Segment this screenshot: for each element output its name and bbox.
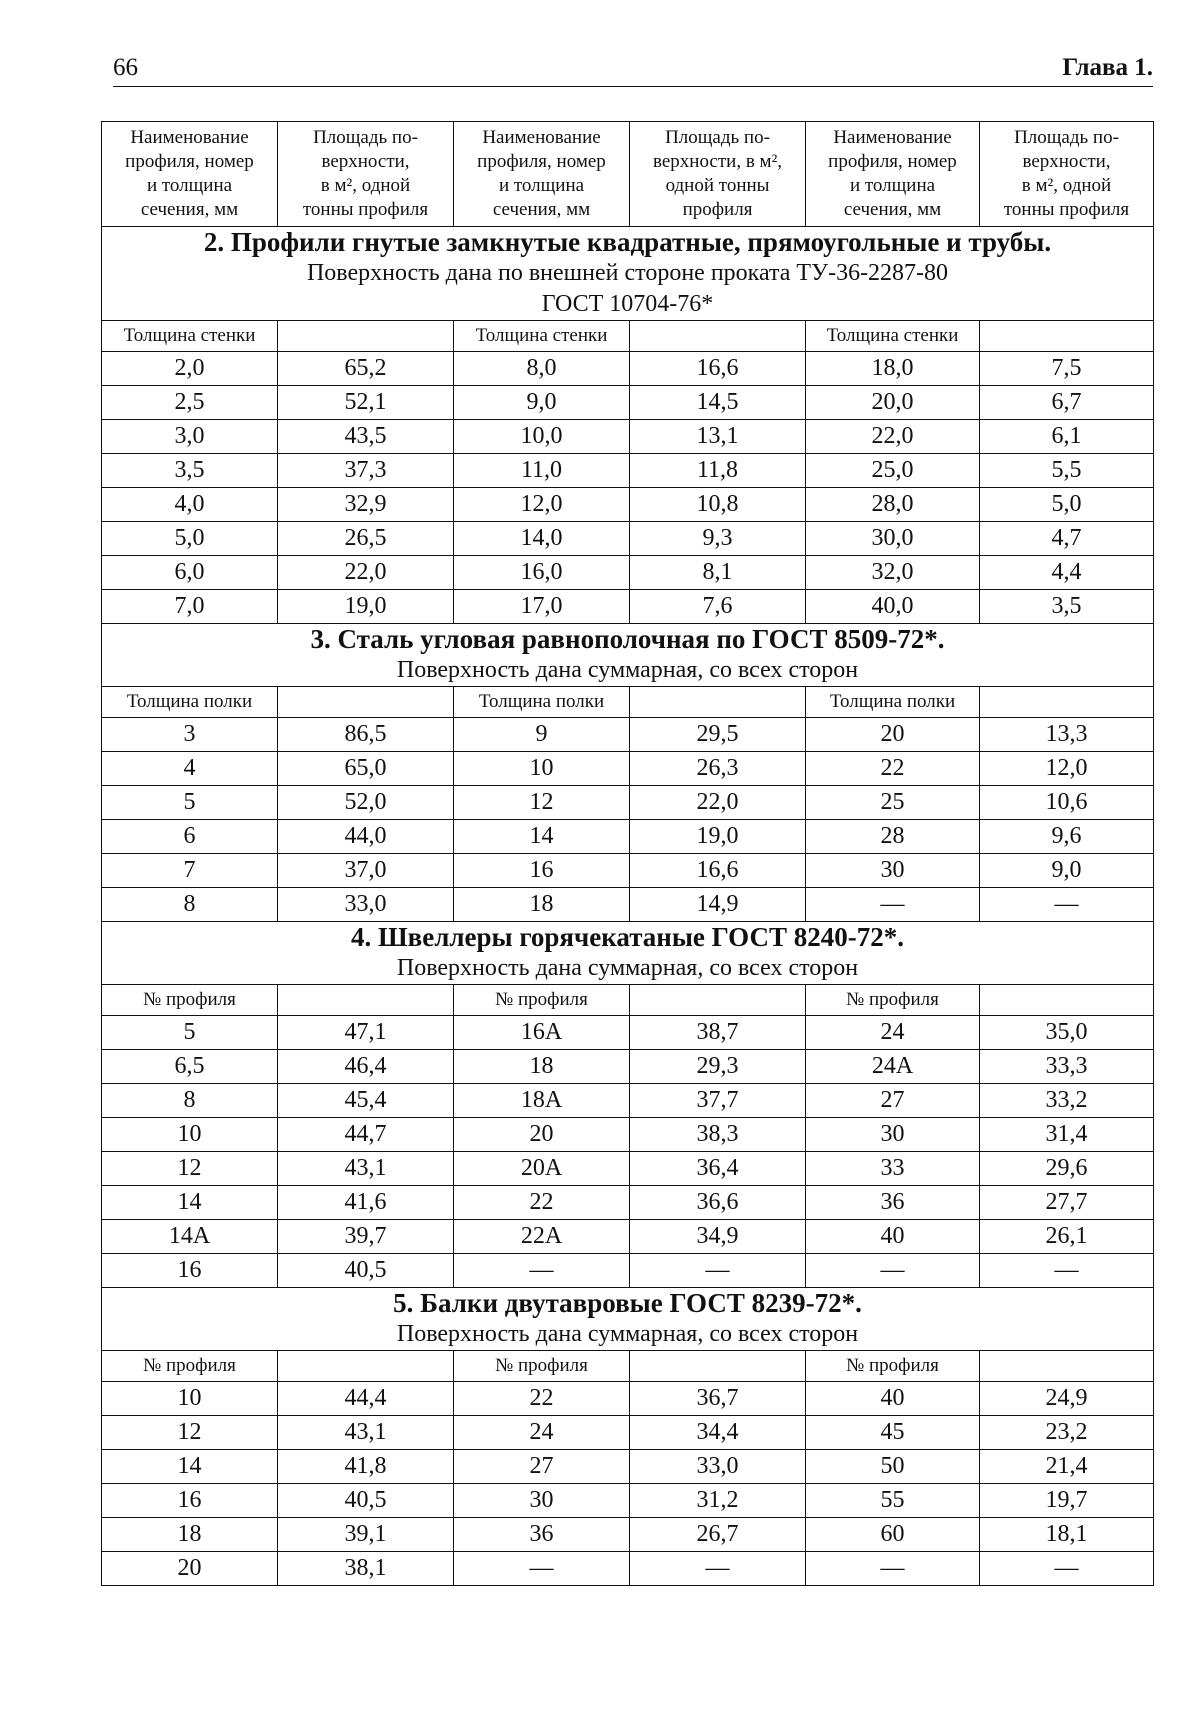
table-cell: — xyxy=(454,1254,630,1288)
table-cell: 16А xyxy=(454,1016,630,1050)
table-cell: 14,0 xyxy=(454,522,630,556)
section-title: 3. Сталь угловая равнополочная по ГОСТ 8509-72*. xyxy=(310,624,945,654)
subheader-label: № профиля xyxy=(102,1351,278,1382)
table-cell: 7,6 xyxy=(630,590,806,624)
table-row xyxy=(102,454,1154,488)
table-cell: 5 xyxy=(102,1016,278,1050)
table-cell: 18 xyxy=(102,1518,278,1552)
table-cell: 34,9 xyxy=(630,1220,806,1254)
subheader-row xyxy=(102,1351,1154,1382)
table-cell: 9,3 xyxy=(630,522,806,556)
table-body xyxy=(102,122,1154,1586)
column-header xyxy=(278,122,454,227)
table-cell: 40 xyxy=(806,1220,980,1254)
table-row xyxy=(102,352,1154,386)
table-cell: — xyxy=(806,888,980,922)
table-cell: 55 xyxy=(806,1484,980,1518)
column-header-line: верхности, xyxy=(1022,151,1111,172)
subheader-label: Толщина полки xyxy=(102,687,278,718)
table-cell: 3,5 xyxy=(980,590,1154,624)
column-header xyxy=(630,122,806,227)
table-cell: — xyxy=(980,1552,1154,1586)
column-header-line: Наименование xyxy=(833,127,952,148)
table-cell: 14 xyxy=(102,1450,278,1484)
table-cell: 7 xyxy=(102,854,278,888)
table-cell: 27 xyxy=(806,1084,980,1118)
table-cell: 39,1 xyxy=(278,1518,454,1552)
table-cell: 16 xyxy=(102,1254,278,1288)
section-heading xyxy=(102,624,1154,687)
table-cell: 20 xyxy=(102,1552,278,1586)
section-note: Поверхность дана суммарная, со всех сторон xyxy=(396,955,859,981)
table-cell: 21,4 xyxy=(980,1450,1154,1484)
table-cell: 6,0 xyxy=(102,556,278,590)
table-cell: 24 xyxy=(806,1016,980,1050)
table-cell: 52,0 xyxy=(278,786,454,820)
table-row xyxy=(102,488,1154,522)
table-cell: 19,7 xyxy=(980,1484,1154,1518)
table-cell: 60 xyxy=(806,1518,980,1552)
table-cell: 18,0 xyxy=(806,352,980,386)
table-row xyxy=(102,1186,1154,1220)
subheader-empty xyxy=(630,687,806,718)
table-cell: 50 xyxy=(806,1450,980,1484)
table-cell: 41,8 xyxy=(278,1450,454,1484)
section-note: Поверхность дана суммарная, со всех сторон xyxy=(396,657,859,683)
table-cell: 30 xyxy=(454,1484,630,1518)
table-cell: — xyxy=(630,1552,806,1586)
column-header-line: Наименование xyxy=(130,127,249,148)
table-row xyxy=(102,1220,1154,1254)
table-cell: 16,6 xyxy=(630,352,806,386)
table-cell: 33,0 xyxy=(630,1450,806,1484)
table-cell: 6 xyxy=(102,820,278,854)
table-cell: 12 xyxy=(102,1152,278,1186)
table-cell: 40,0 xyxy=(806,590,980,624)
subheader-empty xyxy=(630,321,806,352)
section-note: ГОСТ 10704-76* xyxy=(541,291,714,317)
table-row xyxy=(102,752,1154,786)
section-title: 5. Балки двутавровые ГОСТ 8239-72*. xyxy=(393,1288,862,1318)
table-cell: 5,5 xyxy=(980,454,1154,488)
chapter-title: Глава 1. xyxy=(1062,54,1153,81)
section-note: Поверхность дана суммарная, со всех сторон xyxy=(396,1321,859,1347)
table-cell: 38,7 xyxy=(630,1016,806,1050)
table-cell: 47,1 xyxy=(278,1016,454,1050)
subheader-empty xyxy=(980,1351,1154,1382)
table-cell: 43,1 xyxy=(278,1152,454,1186)
table-cell: 7,5 xyxy=(980,352,1154,386)
table-row xyxy=(102,718,1154,752)
table-cell: 9,6 xyxy=(980,820,1154,854)
column-header-line: сечения, мм xyxy=(140,199,239,220)
table-cell: 29,3 xyxy=(630,1050,806,1084)
table-cell: 45 xyxy=(806,1416,980,1450)
table-cell: — xyxy=(980,1254,1154,1288)
section-title-row xyxy=(102,624,1154,687)
table-cell: 37,3 xyxy=(278,454,454,488)
table-cell: 6,7 xyxy=(980,386,1154,420)
column-header xyxy=(806,122,980,227)
table-cell: 24 xyxy=(454,1416,630,1450)
subheader-row xyxy=(102,687,1154,718)
subheader-label: Толщина полки xyxy=(454,687,630,718)
table-row xyxy=(102,1084,1154,1118)
table-cell: 13,3 xyxy=(980,718,1154,752)
table-cell: 12,0 xyxy=(454,488,630,522)
subheader-label: № профиля xyxy=(102,985,278,1016)
subheader-label: Толщина стенки xyxy=(102,321,278,352)
column-header-line: в м², одной xyxy=(1021,175,1112,196)
subheader-empty xyxy=(630,985,806,1016)
table-cell: 22,0 xyxy=(278,556,454,590)
table-cell: 10,0 xyxy=(454,420,630,454)
table-cell: 19,0 xyxy=(278,590,454,624)
table-cell: 9,0 xyxy=(454,386,630,420)
table-cell: 16 xyxy=(102,1484,278,1518)
table-cell: 26,5 xyxy=(278,522,454,556)
table-cell: 20А xyxy=(454,1152,630,1186)
table-cell: 24А xyxy=(806,1050,980,1084)
table-cell: 43,1 xyxy=(278,1416,454,1450)
table-cell: 12 xyxy=(102,1416,278,1450)
table-cell: 14,9 xyxy=(630,888,806,922)
section-heading xyxy=(102,1288,1154,1351)
table-cell: 31,4 xyxy=(980,1118,1154,1152)
table-cell: 22,0 xyxy=(630,786,806,820)
table-cell: 36 xyxy=(806,1186,980,1220)
section-title: 4. Швеллеры горячекатаные ГОСТ 8240-72*. xyxy=(350,922,904,952)
table-cell: 2,0 xyxy=(102,352,278,386)
table-cell: 11,0 xyxy=(454,454,630,488)
subheader-empty xyxy=(630,1351,806,1382)
table-cell: 17,0 xyxy=(454,590,630,624)
section-title-row xyxy=(102,227,1154,321)
table-cell: 14 xyxy=(454,820,630,854)
column-header-line: сечения, мм xyxy=(843,199,942,220)
table-cell: 44,4 xyxy=(278,1382,454,1416)
table-cell: 8 xyxy=(102,888,278,922)
table-cell: 4 xyxy=(102,752,278,786)
table-row xyxy=(102,556,1154,590)
table-cell: 5,0 xyxy=(980,488,1154,522)
table-cell: 26,1 xyxy=(980,1220,1154,1254)
table-cell: 18 xyxy=(454,1050,630,1084)
table-cell: 16 xyxy=(454,854,630,888)
table-cell: 20 xyxy=(454,1118,630,1152)
section-title-row xyxy=(102,1288,1154,1351)
table-cell: 52,1 xyxy=(278,386,454,420)
column-header-row xyxy=(102,122,1154,227)
column-header-line: и толщина xyxy=(498,175,585,196)
table-cell: 44,7 xyxy=(278,1118,454,1152)
table-cell: 29,5 xyxy=(630,718,806,752)
table-row xyxy=(102,1450,1154,1484)
table-cell: 4,7 xyxy=(980,522,1154,556)
subheader-empty xyxy=(980,687,1154,718)
column-header-line: сечения, мм xyxy=(492,199,591,220)
table-cell: 22 xyxy=(806,752,980,786)
table-cell: 18,1 xyxy=(980,1518,1154,1552)
subheader-empty xyxy=(278,1351,454,1382)
table-cell: 23,2 xyxy=(980,1416,1154,1450)
table-cell: 37,7 xyxy=(630,1084,806,1118)
table-cell: 38,3 xyxy=(630,1118,806,1152)
section-note: Поверхность дана по внешней стороне проката ТУ-36-2287-80 xyxy=(306,260,949,286)
column-header-line: тонны профиля xyxy=(1003,199,1130,220)
table-cell: — xyxy=(454,1552,630,1586)
table-cell: 7,0 xyxy=(102,590,278,624)
column-header-line: тонны профиля xyxy=(302,199,429,220)
table-cell: 36,4 xyxy=(630,1152,806,1186)
subheader-label: Толщина полки xyxy=(806,687,980,718)
table-cell: 25 xyxy=(806,786,980,820)
column-header-line: и толщина xyxy=(849,175,936,196)
table-cell: 8,0 xyxy=(454,352,630,386)
table-cell: 46,4 xyxy=(278,1050,454,1084)
table-cell: 33,2 xyxy=(980,1084,1154,1118)
table-row xyxy=(102,1552,1154,1586)
table-cell: — xyxy=(980,888,1154,922)
subheader-empty xyxy=(980,985,1154,1016)
table-cell: 12 xyxy=(454,786,630,820)
table-cell: 27 xyxy=(454,1450,630,1484)
table-cell: 9,0 xyxy=(980,854,1154,888)
table-row xyxy=(102,420,1154,454)
subheader-empty xyxy=(980,321,1154,352)
surface-area-table xyxy=(101,121,1154,1586)
table-cell: 24,9 xyxy=(980,1382,1154,1416)
table-row xyxy=(102,1382,1154,1416)
table-cell: 8 xyxy=(102,1084,278,1118)
table-cell: 3,5 xyxy=(102,454,278,488)
table-cell: 34,4 xyxy=(630,1416,806,1450)
subheader-label: № профиля xyxy=(806,1351,980,1382)
table-row xyxy=(102,1118,1154,1152)
table-cell: 14А xyxy=(102,1220,278,1254)
table-cell: 18А xyxy=(454,1084,630,1118)
section-title: 2. Профили гнутые замкнутые квадратные, прямоугольные и трубы. xyxy=(203,227,1052,257)
table-cell: 26,7 xyxy=(630,1518,806,1552)
table-row xyxy=(102,820,1154,854)
section-title-row xyxy=(102,922,1154,985)
table-cell: 65,0 xyxy=(278,752,454,786)
column-header-line: в м², одной xyxy=(320,175,411,196)
table-cell: 30 xyxy=(806,854,980,888)
table-cell: 4,0 xyxy=(102,488,278,522)
table-cell: 32,9 xyxy=(278,488,454,522)
table-row xyxy=(102,1152,1154,1186)
table-cell: 11,8 xyxy=(630,454,806,488)
subheader-empty xyxy=(278,985,454,1016)
table-cell: 33,0 xyxy=(278,888,454,922)
table-cell: 27,7 xyxy=(980,1186,1154,1220)
section-heading xyxy=(102,922,1154,985)
table-cell: 36,6 xyxy=(630,1186,806,1220)
column-header-line: Наименование xyxy=(482,127,601,148)
table-cell: 5 xyxy=(102,786,278,820)
column-header-line: профиля, номер xyxy=(477,151,606,172)
table-cell: 40,5 xyxy=(278,1254,454,1288)
table-cell: 13,1 xyxy=(630,420,806,454)
table-cell: 38,1 xyxy=(278,1552,454,1586)
table-cell: 16,0 xyxy=(454,556,630,590)
table-cell: 41,6 xyxy=(278,1186,454,1220)
table-cell: 10 xyxy=(454,752,630,786)
subheader-label: № профиля xyxy=(454,1351,630,1382)
table-row xyxy=(102,1416,1154,1450)
table-cell: 37,0 xyxy=(278,854,454,888)
table-cell: 30,0 xyxy=(806,522,980,556)
subheader-empty xyxy=(278,321,454,352)
table-cell: 6,1 xyxy=(980,420,1154,454)
subheader-label: Толщина стенки xyxy=(806,321,980,352)
table-row xyxy=(102,1518,1154,1552)
subheader-label: Толщина стенки xyxy=(454,321,630,352)
subheader-row xyxy=(102,321,1154,352)
table-row xyxy=(102,1050,1154,1084)
table-cell: 33 xyxy=(806,1152,980,1186)
table-cell: — xyxy=(630,1254,806,1288)
table-cell: 44,0 xyxy=(278,820,454,854)
table-row xyxy=(102,1484,1154,1518)
table-cell: 6,5 xyxy=(102,1050,278,1084)
table-cell: 22,0 xyxy=(806,420,980,454)
table-row xyxy=(102,854,1154,888)
table-cell: 39,7 xyxy=(278,1220,454,1254)
table-cell: 28 xyxy=(806,820,980,854)
table-row xyxy=(102,888,1154,922)
table-cell: — xyxy=(806,1254,980,1288)
table-cell: 26,3 xyxy=(630,752,806,786)
table-cell: 31,2 xyxy=(630,1484,806,1518)
table-cell: 18 xyxy=(454,888,630,922)
table-cell: 36 xyxy=(454,1518,630,1552)
table-row xyxy=(102,590,1154,624)
column-header-line: верхности, xyxy=(321,151,410,172)
table-cell: 14 xyxy=(102,1186,278,1220)
table-cell: 12,0 xyxy=(980,752,1154,786)
table-cell: 40 xyxy=(806,1382,980,1416)
table-cell: 33,3 xyxy=(980,1050,1154,1084)
section-heading xyxy=(102,227,1154,321)
column-header xyxy=(102,122,278,227)
table-cell: 29,6 xyxy=(980,1152,1154,1186)
table-cell: 36,7 xyxy=(630,1382,806,1416)
subheader-empty xyxy=(278,687,454,718)
table-row xyxy=(102,786,1154,820)
table-cell: 45,4 xyxy=(278,1084,454,1118)
table-cell: 10,8 xyxy=(630,488,806,522)
table-row xyxy=(102,386,1154,420)
table-cell: 43,5 xyxy=(278,420,454,454)
subheader-label: № профиля xyxy=(806,985,980,1016)
table-cell: 40,5 xyxy=(278,1484,454,1518)
table-cell: 35,0 xyxy=(980,1016,1154,1050)
table-cell: 32,0 xyxy=(806,556,980,590)
table-cell: 25,0 xyxy=(806,454,980,488)
table-row xyxy=(102,522,1154,556)
table-cell: 2,5 xyxy=(102,386,278,420)
table-cell: 14,5 xyxy=(630,386,806,420)
table-row xyxy=(102,1016,1154,1050)
table-cell: 30 xyxy=(806,1118,980,1152)
table-cell: 20,0 xyxy=(806,386,980,420)
column-header-line: Площадь по- xyxy=(1014,127,1119,148)
column-header-line: Площадь по- xyxy=(313,127,418,148)
column-header xyxy=(454,122,630,227)
table-cell: 22 xyxy=(454,1382,630,1416)
page-number: 66 xyxy=(113,54,138,81)
table-cell: 10,6 xyxy=(980,786,1154,820)
column-header-line: профиля, номер xyxy=(828,151,957,172)
table-cell: 19,0 xyxy=(630,820,806,854)
table-cell: 65,2 xyxy=(278,352,454,386)
table-cell: 5,0 xyxy=(102,522,278,556)
table-cell: 4,4 xyxy=(980,556,1154,590)
table-cell: 10 xyxy=(102,1118,278,1152)
table-row xyxy=(102,1254,1154,1288)
subheader-row xyxy=(102,985,1154,1016)
table-cell: 3 xyxy=(102,718,278,752)
table-cell: — xyxy=(806,1552,980,1586)
column-header-line: профиля, номер xyxy=(125,151,254,172)
table-cell: 20 xyxy=(806,718,980,752)
column-header xyxy=(980,122,1154,227)
table-cell: 28,0 xyxy=(806,488,980,522)
page-header xyxy=(113,52,1153,87)
table-cell: 16,6 xyxy=(630,854,806,888)
column-header-line: и толщина xyxy=(146,175,233,196)
column-header-line: профиля xyxy=(682,199,753,220)
table-cell: 22А xyxy=(454,1220,630,1254)
column-header-line: верхности, в м², xyxy=(652,151,783,172)
table-cell: 9 xyxy=(454,718,630,752)
table-cell: 3,0 xyxy=(102,420,278,454)
table-cell: 8,1 xyxy=(630,556,806,590)
table-cell: 10 xyxy=(102,1382,278,1416)
table-cell: 86,5 xyxy=(278,718,454,752)
subheader-label: № профиля xyxy=(454,985,630,1016)
table-cell: 22 xyxy=(454,1186,630,1220)
column-header-line: одной тонны xyxy=(665,175,770,196)
column-header-line: Площадь по- xyxy=(665,127,770,148)
